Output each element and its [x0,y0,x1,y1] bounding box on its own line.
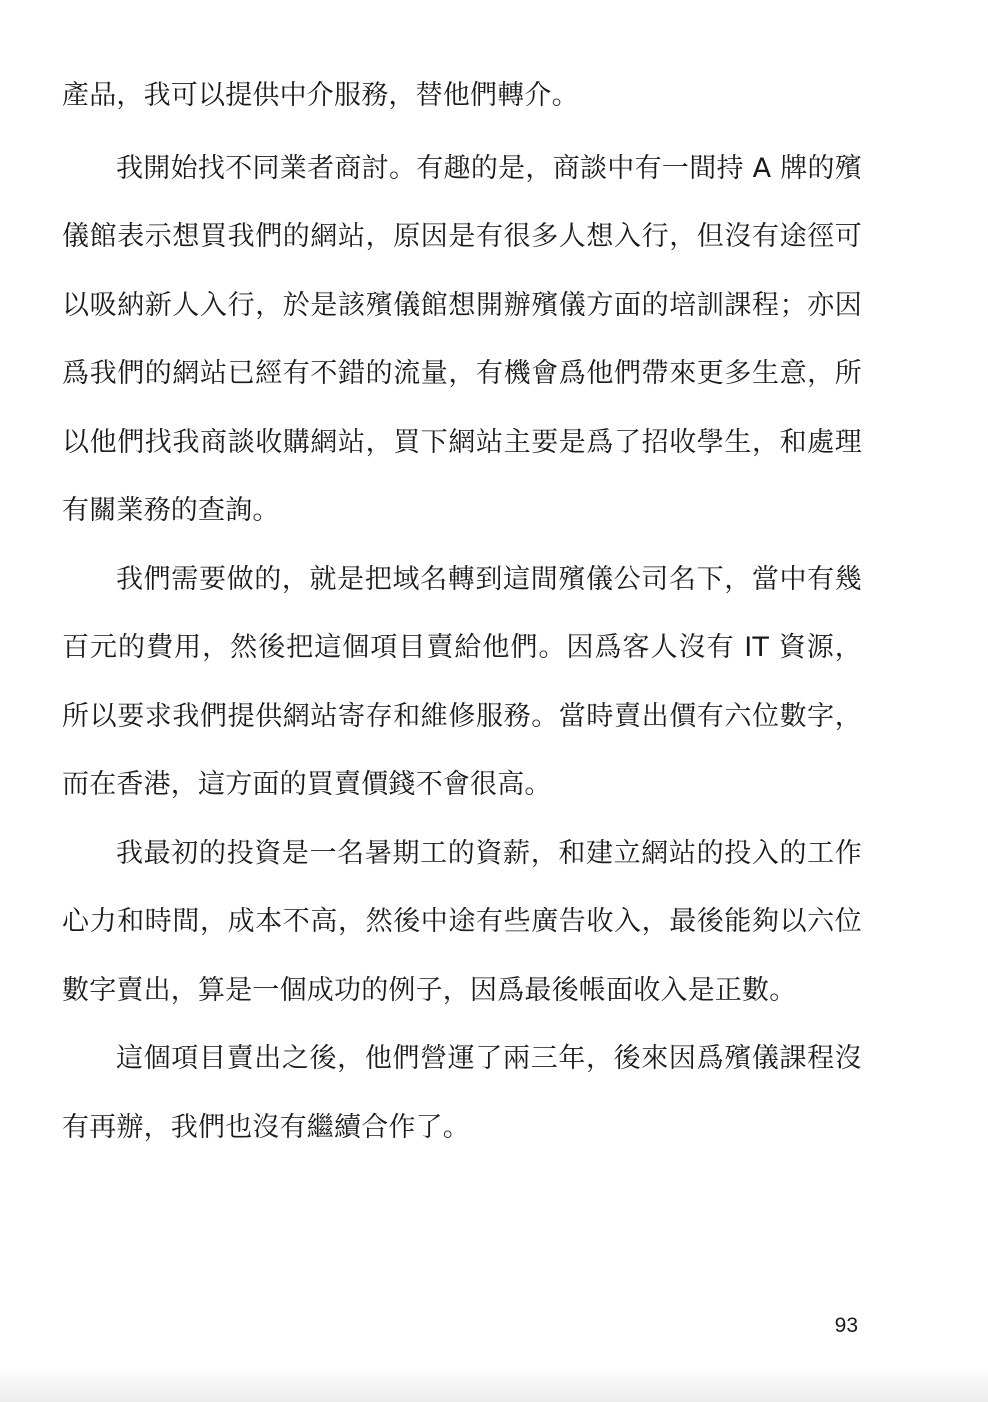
paragraph-investment-summary: 我最初的投資是一名暑期工的資薪，和建立網站的投入的工作心力和時間，成本不高，然後中途有些廣告收入，最後能夠以六位數字賣出，算是一個成功的例子，因爲最後帳面收入是正數。 [62,837,862,1006]
paragraph-funeral-home-offer: 我開始找不同業者商討。有趣的是，商談中有一間持 A 牌的殯儀館表示想買我們的網站，原因是有很多人想入行，但沒有途徑可以吸納新人入行，於是該殯儀館想開辦殯儀方面的培訓課程；亦因爲我們的網站已經有不錯的流量，有機會爲他們帶來更多生意，所以他們找我商談收購網站，買下網站主要是爲了招收學生，和處理有關業務的查詢。 [62,152,862,526]
paragraph-continued: 產品，我可以提供中介服務，替他們轉介。 [62,80,579,111]
body-text [62,62,862,1162]
paragraph-aftermath: 這個項目賣出之後，他們營運了兩三年，後來因爲殯儀課程沒有再辦，我們也沒有繼續合作了。 [62,1043,862,1143]
paragraph-domain-transfer: 我們需要做的，就是把域名轉到這間殯儀公司名下，當中有幾百元的費用，然後把這個項目賣給他們。因爲客人沒有 IT 資源，所以要求我們提供網站寄存和維修服務。當時賣出價有六位數字，而在香港，這方面的買賣價錢不會很高。 [62,563,862,800]
page-number: 93 [834,1314,858,1337]
page-bottom-shadow [0,1366,988,1402]
